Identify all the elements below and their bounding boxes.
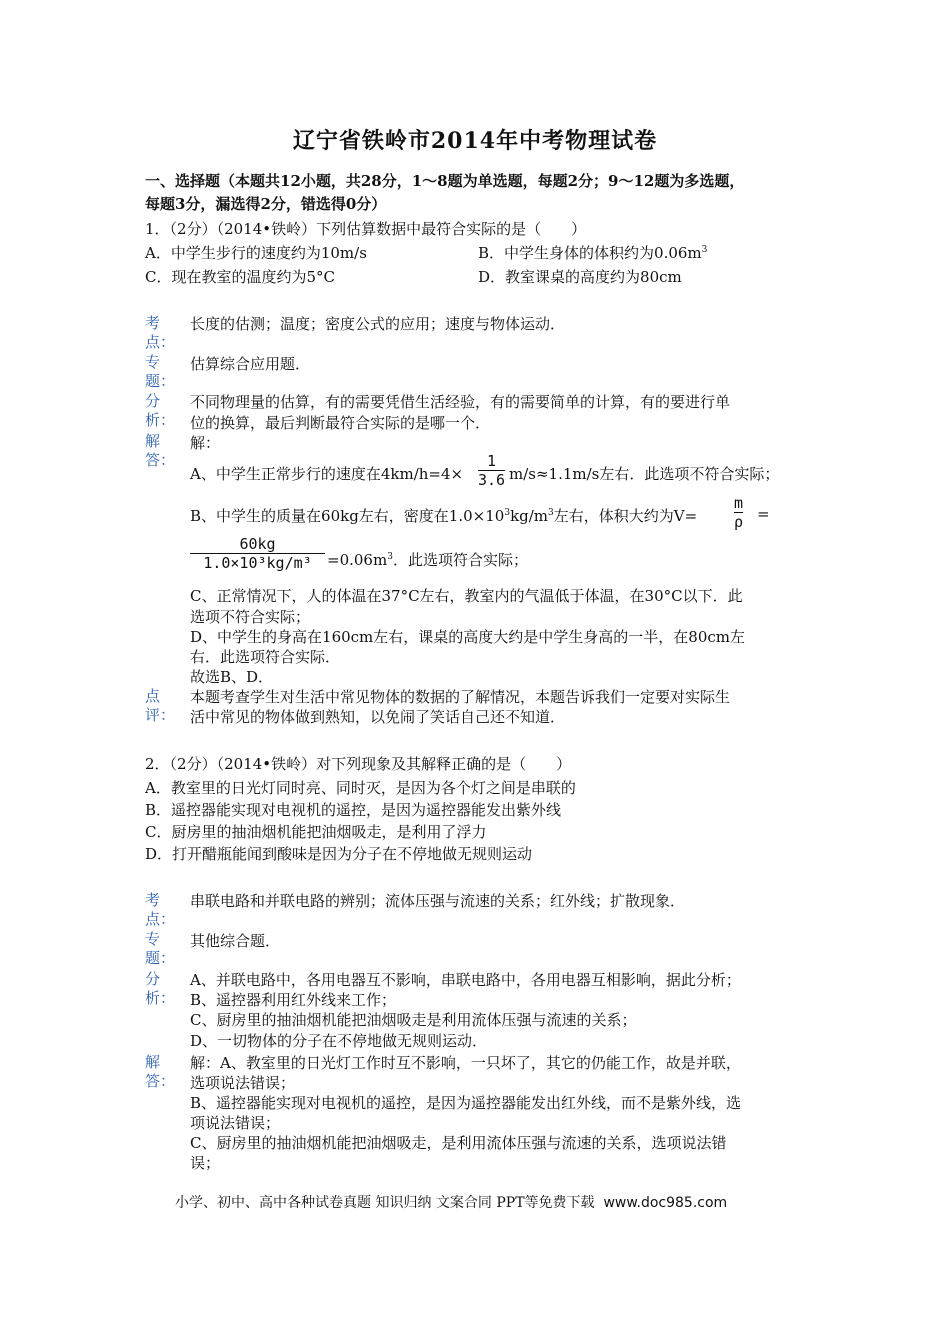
q1-jieda-label-1: 解	[145, 432, 161, 450]
page-title: 辽宁省铁岭市2014年中考物理试卷	[292, 128, 658, 154]
q1-jie-text: 解：	[190, 434, 221, 452]
q2-kaodian-label-1: 考	[145, 891, 161, 909]
q2-jie-text-2: 选项说法错误；	[190, 1074, 296, 1092]
q1-guxuan: 故选B、D．	[190, 668, 274, 686]
q1-zhuanti-label-1: 专	[145, 353, 161, 371]
q1-dianping-label-1: 点	[145, 687, 161, 705]
q1-option-b: B．中学生身体的体积约为$0.06m^3$	[478, 244, 708, 262]
q2-jie-text-4: 项说法错误；	[190, 1114, 281, 1132]
q1-jie-d-2: 右．此选项符合实际．	[190, 648, 341, 666]
q1-fenxi-text-1: 不同物理量的估算，有的需要凭借生活经验，有的需要简单的计算，有的要进行单	[190, 393, 731, 411]
q1-jieda-label-2: 答：	[145, 451, 176, 469]
q1-kaodian-label-1: 考	[145, 314, 161, 332]
q1-jie-a-pre: A、中学生正常步行的速度在4km/h=4×	[190, 465, 464, 483]
q1-jie-b2-fraction	[190, 535, 325, 572]
q1-jie-d-1: D、中学生的身高在160cm左右，课桌的高度大约是中学生身高的一半，在80cm左	[190, 628, 745, 646]
q1-jie-a-numerator: 1	[487, 452, 497, 470]
section-heading-line1: 一、选择题（本题共12小题，共28分，1～8题为单选题，每题2分；9～12题为多选题，	[145, 172, 745, 190]
q1-jie-b-denominator: ρ	[734, 513, 744, 531]
q1-jie-a-fraction	[478, 452, 505, 489]
q1-zhuanti-label-2: 题：	[145, 372, 176, 390]
footer-url[interactable]: www.doc985.com	[603, 1195, 728, 1211]
q2-jie-text-1: 解：A、教室里的日光灯工作时互不影响，一只坏了，其它的仍能工作，故是并联，	[190, 1054, 741, 1072]
q1-dianping-label-2: 评：	[145, 706, 176, 724]
q1-zhuanti-text: 估算综合应用题．	[190, 355, 311, 373]
q1-jie-b-equals: =	[757, 505, 770, 523]
q1-jie-b-numerator: m	[734, 494, 744, 512]
q2-jie-text-3: B、遥控器能实现对电视机的遥控，是因为遥控器能发出红外线，而不是紫外线，选	[190, 1094, 742, 1112]
q2-kaodian-text: 串联电路和并联电路的辨别；流体压强与流速的关系；红外线；扩散现象．	[190, 892, 686, 910]
q2-fenxi-text-3: C、厨房里的抽油烟机能把油烟吸走是利用流体压强与流速的关系；	[190, 1011, 637, 1029]
q2-jie-text-6: 误；	[190, 1154, 221, 1172]
q1-jie-b2-post: $=0.06m^3$．此选项符合实际；	[327, 551, 528, 569]
section-heading-line2: 每题3分，漏选得2分，错选得0分）	[145, 195, 387, 213]
q2-fenxi-text-2: B、遥控器利用红外线来工作；	[190, 991, 397, 1009]
q1-option-c: C．现在教室的温度约为5°C	[145, 268, 335, 286]
q1-fenxi-label-1: 分	[145, 392, 161, 410]
q2-option-a: A．教室里的日光灯同时亮、同时灭，是因为各个灯之间是串联的	[145, 779, 576, 797]
q1-option-d: D．教室课桌的高度约为80cm	[478, 268, 682, 286]
q2-jieda-label-1: 解	[145, 1053, 161, 1071]
q2-jie-text-5: C、厨房里的抽油烟机能把油烟吸走，是利用流体压强与流速的关系，选项说法错	[190, 1134, 727, 1152]
q2-zhuanti-label-1: 专	[145, 930, 161, 948]
q1-dianping-text-1: 本题考查学生对生活中常见物体的数据的了解情况，本题告诉我们一定要对实际生	[190, 688, 731, 706]
q1-kaodian-label-2: 点：	[145, 333, 176, 351]
q1-jie-b2-denominator: 1.0×10³kg/m³	[203, 554, 312, 572]
q1-jie-a-post: m/s≈1.1m/s左右．此选项不符合实际；	[509, 465, 780, 483]
q1-stem: 1．（2分）（2014•铁岭）下列估算数据中最符合实际的是（ ）	[145, 220, 587, 238]
q2-stem: 2．（2分）（2014•铁岭）对下列现象及其解释正确的是（ ）	[145, 755, 572, 773]
q2-jieda-label-2: 答：	[145, 1072, 176, 1090]
q1-dianping-text-2: 活中常见的物体做到熟知，以免闹了笑话自己还不知道．	[190, 708, 566, 726]
q2-zhuanti-label-2: 题：	[145, 949, 176, 967]
q1-kaodian-text: 长度的估测；温度；密度公式的应用；速度与物体运动．	[190, 315, 566, 333]
q1-jie-a-denominator: 3.6	[478, 471, 506, 489]
q1-option-a: A．中学生步行的速度约为10m/s	[145, 244, 367, 262]
q1-jie-c-2: 选项不符合实际；	[190, 608, 311, 626]
q2-fenxi-label-2: 析：	[145, 989, 176, 1007]
q2-option-c: C．厨房里的抽油烟机能把油烟吸走，是利用了浮力	[145, 823, 487, 841]
q2-kaodian-label-2: 点：	[145, 910, 176, 928]
q1-fenxi-text-2: 位的换算，最后判断最符合实际的是哪一个．	[190, 414, 491, 432]
q1-jie-b2-numerator: 60kg	[239, 535, 276, 553]
q2-option-d: D．打开醋瓶能闻到酸味是因为分子在不停地做无规则运动	[145, 845, 533, 863]
q1-jie-b-fraction	[734, 494, 743, 531]
footer-text: 小学、初中、高中各种试卷真题 知识归纳 文案合同 PPT等免费下载	[175, 1195, 595, 1211]
q1-jie-c-1: C、正常情况下，人的体温在37°C左右，教室内的气温低于体温，在30°C以下．此	[190, 587, 743, 605]
q1-fenxi-label-2: 析：	[145, 411, 176, 429]
q1-jie-b-line: B、中学生的质量在60kg左右，密度在$1.0\times 10^3kg/m^3$左右，体积大约为V=	[190, 507, 698, 525]
q2-fenxi-label-1: 分	[145, 970, 161, 988]
q2-fenxi-text-1: A、并联电路中，各用电器互不影响，串联电路中，各用电器互相影响，据此分析；	[190, 971, 741, 989]
q2-zhuanti-text: 其他综合题．	[190, 932, 281, 950]
q2-option-b: B．遥控器能实现对电视机的遥控，是因为遥控器能发出紫外线	[145, 801, 562, 819]
q2-fenxi-text-4: D、一切物体的分子在不停地做无规则运动．	[190, 1032, 488, 1050]
page-footer	[175, 1192, 727, 1212]
